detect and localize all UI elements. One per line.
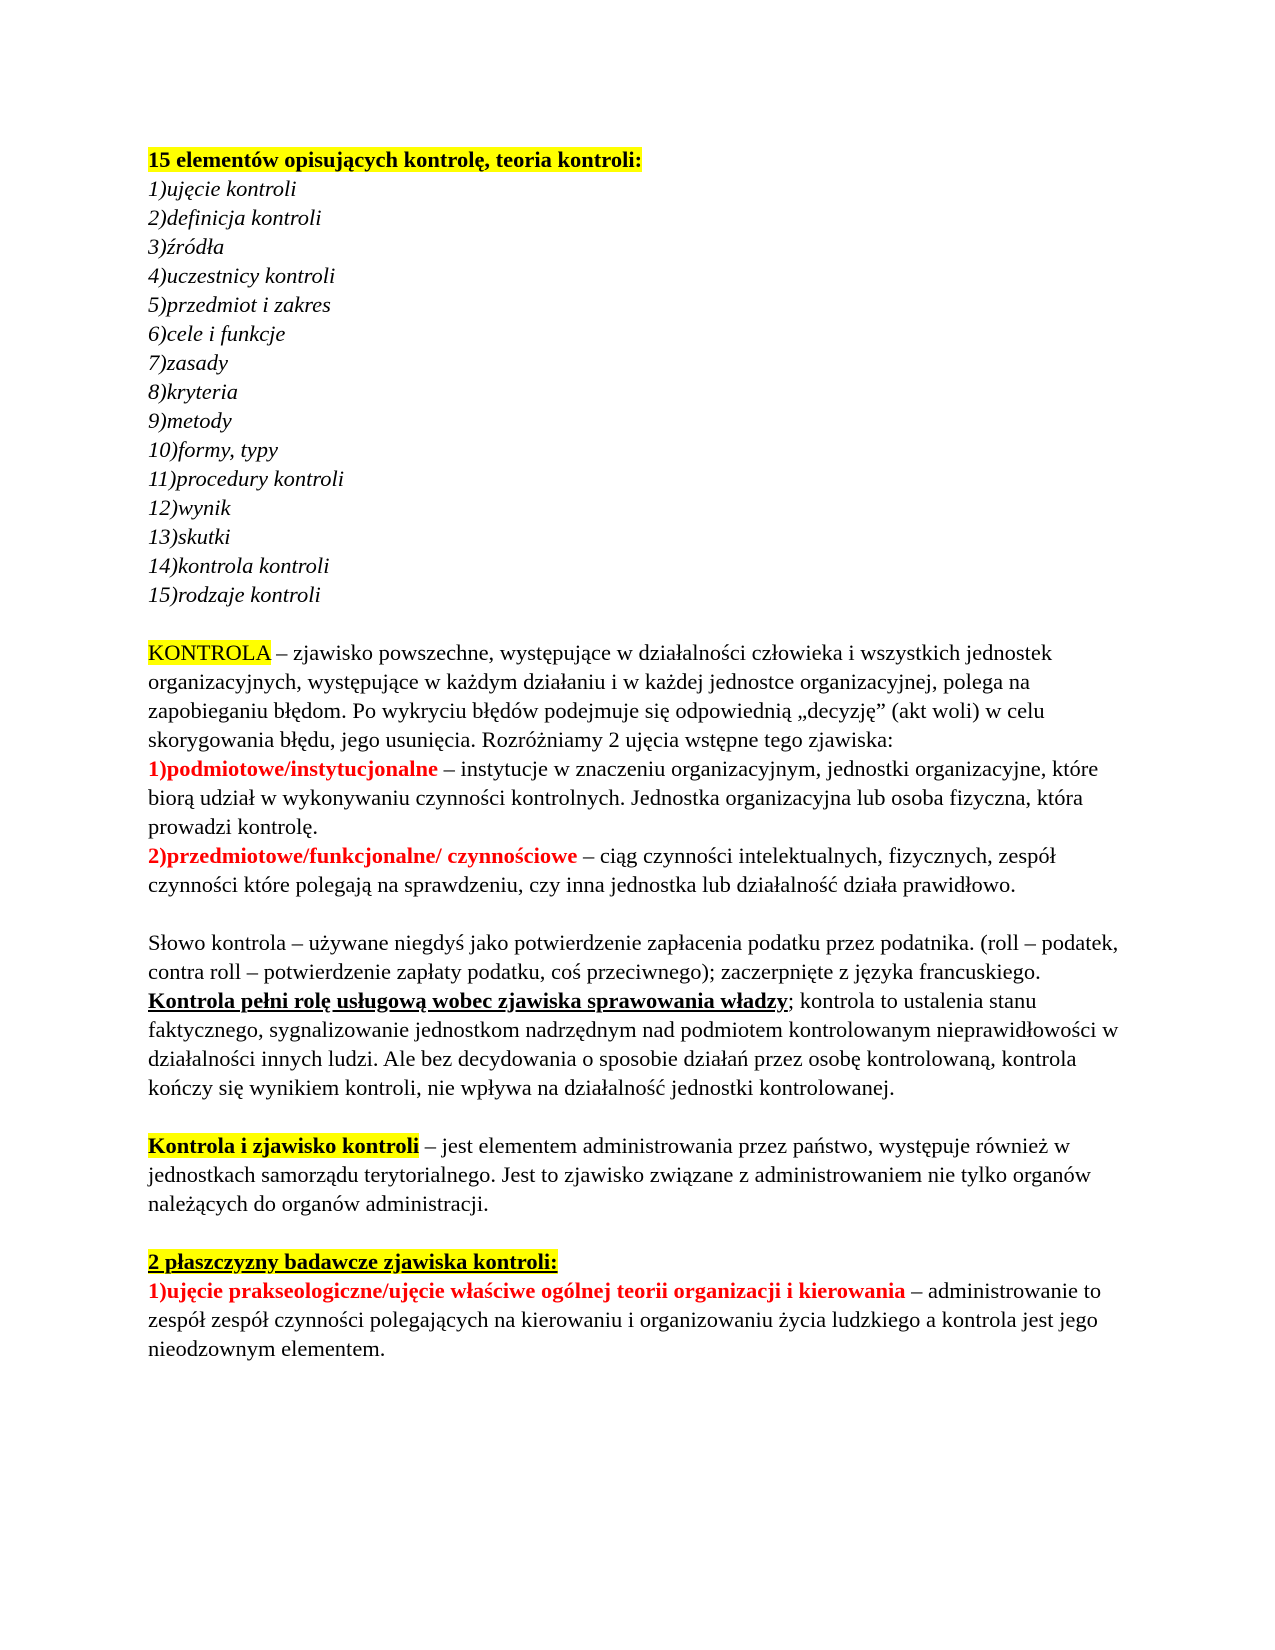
spacer: [148, 1102, 1138, 1131]
podmiotowe-paragraph: [148, 754, 1138, 841]
rola-term: Kontrola pełni rolę usługową wobec zjawiska sprawowania władzy: [148, 988, 788, 1013]
list-item: 5)przedmiot i zakres: [148, 292, 331, 317]
list-item: 4)uczestnicy kontroli: [148, 263, 336, 288]
heading-highlighted: 15 elementów opisujących kontrolę, teoria kontroli:: [148, 147, 643, 172]
spacer: [148, 1218, 1138, 1247]
prakseologiczne-paragraph: [148, 1276, 1138, 1363]
przedmiotowe-paragraph: [148, 841, 1138, 899]
list-item: 3)źródła: [148, 234, 225, 259]
list-item: 7)zasady: [148, 350, 228, 375]
list-item: 9)metody: [148, 408, 232, 433]
spacer: [148, 899, 1138, 928]
zjawisko-text: – jest elementem administrowania przez państwo, występuje również w jednostkach samorządu terytorialnego. Jest to zjawisko związane z administrowaniem nie tylko organów należących do organów administracji.: [148, 1133, 1092, 1216]
podmiotowe-text: – instytucje w znaczeniu organizacyjnym, jednostki organizacyjne, które biorą udział w wykonywaniu czynności kontrolnych. Jednostka organizacyjna lub osoba fizyczna, która prowadzi kontrolę.: [148, 756, 1099, 839]
list-item: 2)definicja kontroli: [148, 205, 322, 230]
list-item: 13)skutki: [148, 524, 231, 549]
podmiotowe-term: 1)podmiotowe/instytucjonalne: [148, 756, 439, 781]
section-heading: [148, 145, 1138, 174]
list-item: 11)procedury kontroli: [148, 466, 344, 491]
zjawisko-term: Kontrola i zjawisko kontroli: [148, 1133, 420, 1158]
prakseologiczne-term: 1)ujęcie prakseologiczne/ujęcie właściwe ogólnej teorii organizacji i kierowania: [148, 1278, 906, 1303]
list-item: 15)rodzaje kontroli: [148, 582, 321, 607]
przedmiotowe-text: – ciąg czynności intelektualnych, fizycznych, zespół czynności które polegają na sprawdzeniu, czy inna jednostka lub działalność działa prawidłowo.: [148, 843, 1056, 897]
zjawisko-paragraph: [148, 1131, 1138, 1218]
rola-paragraph: [148, 986, 1138, 1102]
list-item: 1)ujęcie kontroli: [148, 176, 297, 201]
document-page: [148, 145, 1138, 1363]
elements-list: [148, 174, 1138, 609]
list-item: 12)wynik: [148, 495, 231, 520]
kontrola-term: KONTROLA: [148, 640, 271, 665]
kontrola-text: – zjawisko powszechne, występujące w działalności człowieka i wszystkich jednostek organizacyjnych, występujące w każdym działaniu i w każdej jednostce organizacyjnej, polega na zapobieganiu błędom. Po wykryciu błędów podejmuje się odpowiednią „decyzję” (akt woli) w celu skorygowania błędu, jego usunięcia. Rozróżniamy 2 ujęcia wstępne tego zjawiska:: [148, 640, 1053, 752]
spacer: [148, 609, 1138, 638]
plaszczyzny-heading-text: 2 płaszczyzny badawcze zjawiska kontroli:: [148, 1249, 558, 1274]
kontrola-paragraph: [148, 638, 1138, 754]
list-item: 6)cele i funkcje: [148, 321, 286, 346]
przedmiotowe-term: 2)przedmiotowe/funkcjonalne/ czynnościowe: [148, 843, 578, 868]
list-item: 8)kryteria: [148, 379, 238, 404]
rola-text: ; kontrola to ustalenia stanu faktycznego, sygnalizowanie jednostkom nadrzędnym nad podmiotem kontrolowanym nieprawidłowości w działalności innych ludzi. Ale bez decydowania o sposobie działań przez osobę kontrolowaną, kontrola kończy się wynikiem kontroli, nie wpływa na działalność jednostki kontrolowanej.: [148, 988, 1119, 1100]
list-item: 14)kontrola kontroli: [148, 553, 330, 578]
prakseologiczne-text: – administrowanie to zespół zespół czynności polegających na kierowaniu i organizowaniu życia ludzkiego a kontrola jest jego nieodzownym elementem.: [148, 1278, 1102, 1361]
plaszczyzny-heading: [148, 1247, 1138, 1276]
list-item: 10)formy, typy: [148, 437, 278, 462]
slowo-paragraph: Słowo kontrola – używane niegdyś jako potwierdzenie zapłacenia podatku przez podatnika. (roll – podatek, contra roll – potwierdzenie zapłaty podatku, coś przeciwnego); zaczerpnięte z języka francuskiego.: [148, 930, 1119, 984]
